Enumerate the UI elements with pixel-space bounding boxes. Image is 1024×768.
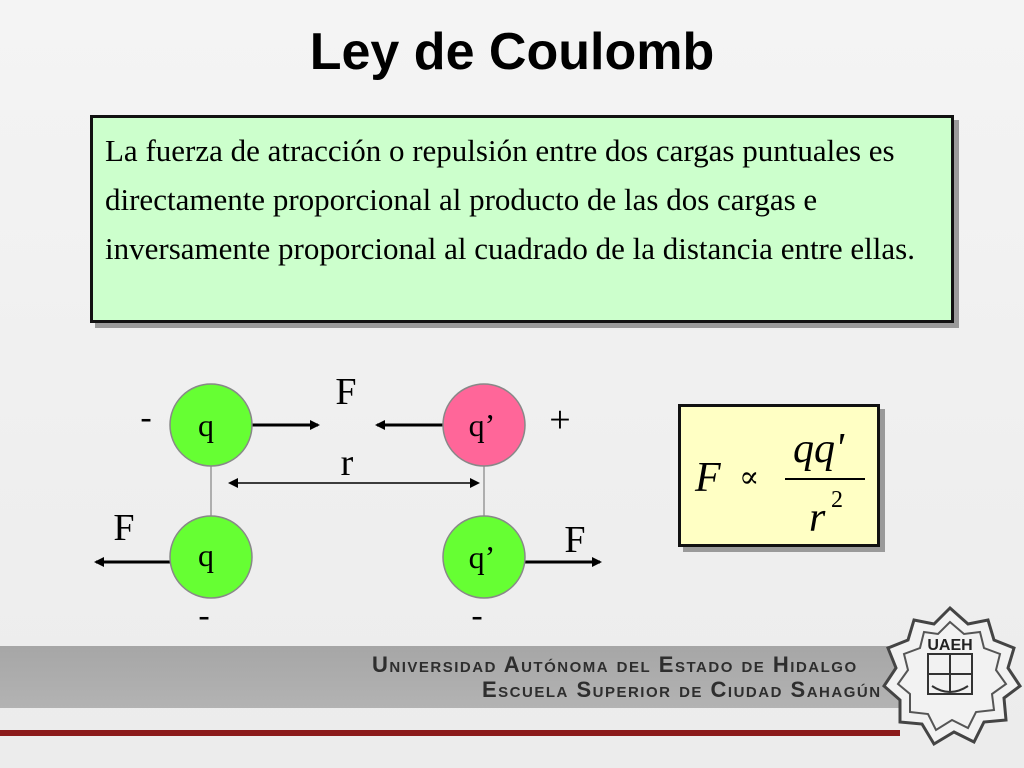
bottom-right-sign: - [471,597,483,634]
formula-box [678,404,880,547]
charges-diagram [0,360,660,640]
distance-label: r [340,442,354,484]
formula-denominator-base: r [809,495,826,541]
bottom-left-sign: - [198,597,210,634]
bottom-right-force-label: F [564,519,586,561]
law-statement-box [90,115,954,323]
university-seal-logo [876,602,1024,752]
top-left-charge-label: q [198,407,214,443]
top-force-label: F [335,371,357,413]
footer-school: Escuela Superior de Ciudad Sahagún [482,677,882,702]
top-right-sign: + [549,399,571,441]
bottom-right-charge-label: q’ [468,539,496,575]
top-right-charge-label: q’ [468,407,496,443]
formula-numerator: qq' [793,426,844,472]
formula-lhs: F [695,455,721,501]
formula-denominator-exponent: 2 [831,487,843,513]
footer-university: Universidad Autónoma del Estado de Hidalgo [372,652,858,677]
footer-red-line [0,730,900,736]
formula-relation: ∝ [739,460,760,495]
top-left-sign: - [140,399,152,436]
bottom-left-force-label: F [113,507,135,549]
logo-text: UAEH [927,637,973,654]
slide-title: Ley de Coulomb [309,23,715,81]
law-statement-text: La fuerza de atracción o repulsión entre dos cargas puntuales es directamente proporcional al producto de las dos cargas e inversamente proporcional al cuadrado de la distancia entre ellas. [105,133,915,266]
proportionality-formula [681,407,877,544]
bottom-left-charge-label: q [198,537,214,573]
